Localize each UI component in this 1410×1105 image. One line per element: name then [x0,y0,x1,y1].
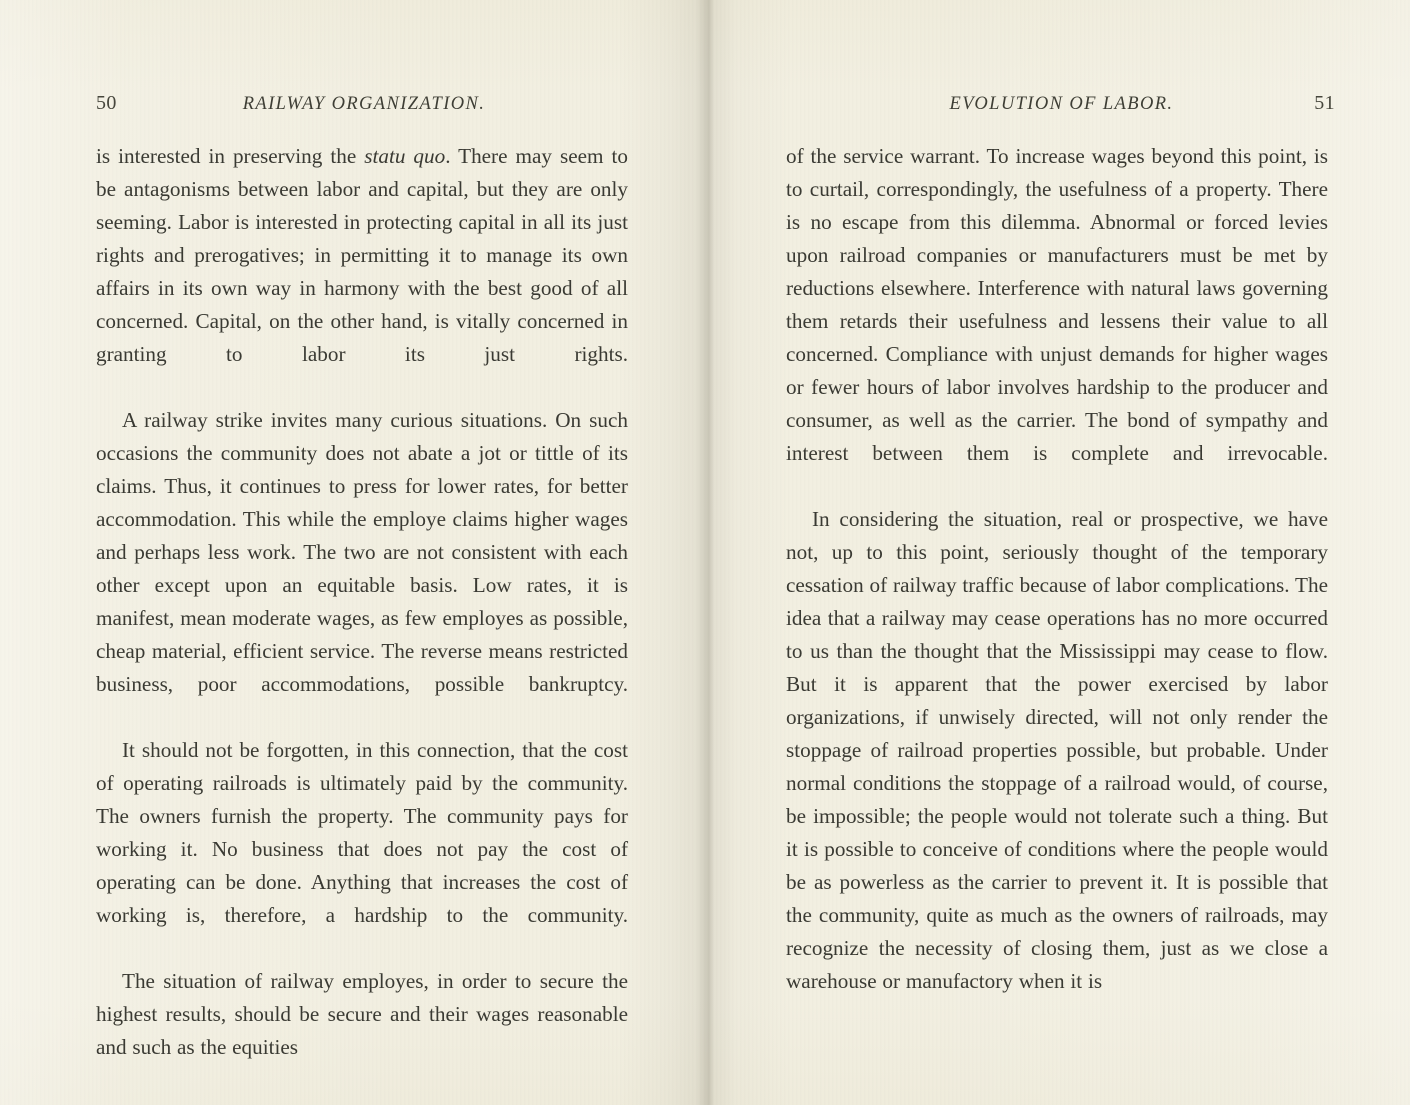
paragraph [96,140,628,404]
left-page-folio: 50 [96,92,117,114]
paragraph-text-lead: is interested in preserving the [96,144,365,168]
paragraph-catchword-continued: In considering the situation, real or prospective, we have not, up to this point, seriously thought of the temporary cessation of railway traffic because of labor complications. The idea that a railway may cease operations has no more occurred to us than the thought that the Mississippi may cease to flow. But it is apparent that the power exercised by labor organizations, if unwisely directed, will not only render the stoppage of railroad properties possible, but probable. Under normal conditions the stoppage of a railroad would, of course, be impossible; the people would not tolerate such a thing. But it is possible to conceive of conditions where the people would be as powerless as the carrier to prevent it. It is possible that the community, quite as much as the owners of railroads, may recognize the necessity of closing them, just as we close a warehouse or manufactory when it is [786,507,1328,993]
paragraph: of the service warrant. To increase wages beyond this point, is to curtail, correspondingly, the usefulness of a property. There is no escape from this dilemma. Abnormal or forced levies upon railroad companies or manufacturers must be met by reductions elsewhere. Interference with natural laws governing them retards their usefulness and lessens their value to all concerned. Compliance with unjust demands for higher wages or fewer hours of labor involves hardship to the producer and consumer, as well as the carrier. The bond of sympathy and interest between them is complete and irrevocable. [786,144,1328,465]
right-page-running-title: EVOLUTION OF LABOR. [949,94,1174,114]
paragraph-text-tail: . There may seem to be antagonisms between labor and capital, but they are only seeming. Labor is interested in protecting capital in all its just rights and prerogatives; in permitting it to manage its own affairs in its own way in harmony with the best good of all concerned. Capital, on the other hand, is vitally concerned in granting to labor its just rights. [96,144,628,366]
latin-phrase-statu-quo: statu quo [364,144,446,168]
paragraph-catchword-continued: The situation of railway employes, in order to secure the highest results, should be secure and their wages reasonable and such as the equities [96,969,628,1059]
right-page [708,0,1410,1105]
left-page-running-title: RAILWAY ORGANIZATION. [242,94,486,114]
right-page-running-head [788,92,1335,118]
right-page-folio: 51 [1314,92,1335,114]
right-page-text-column [786,140,1328,998]
paragraph: It should not be forgotten, in this connection, that the cost of operating railroads is ultimately paid by the community. The owners furnish the property. The community pays for working it. No business that does not pay the cost of operating can be done. Anything that increases the cost of working is, therefore, a hardship to the community. [96,738,628,927]
paragraph: A railway strike invites many curious situations. On such occasions the community does not abate a jot or tittle of its claims. Thus, it continues to press for lower rates, for better accommodation. This while the employe claims higher wages and perhaps less work. The two are not consistent with each other except upon an equitable basis. Low rates, it is manifest, mean moderate wages, as few employes as possible, cheap material, efficient service. The reverse means restricted business, poor accommodations, possible bankruptcy. [96,408,628,696]
left-page-running-head [96,92,632,118]
left-page-text-column [96,140,628,1064]
